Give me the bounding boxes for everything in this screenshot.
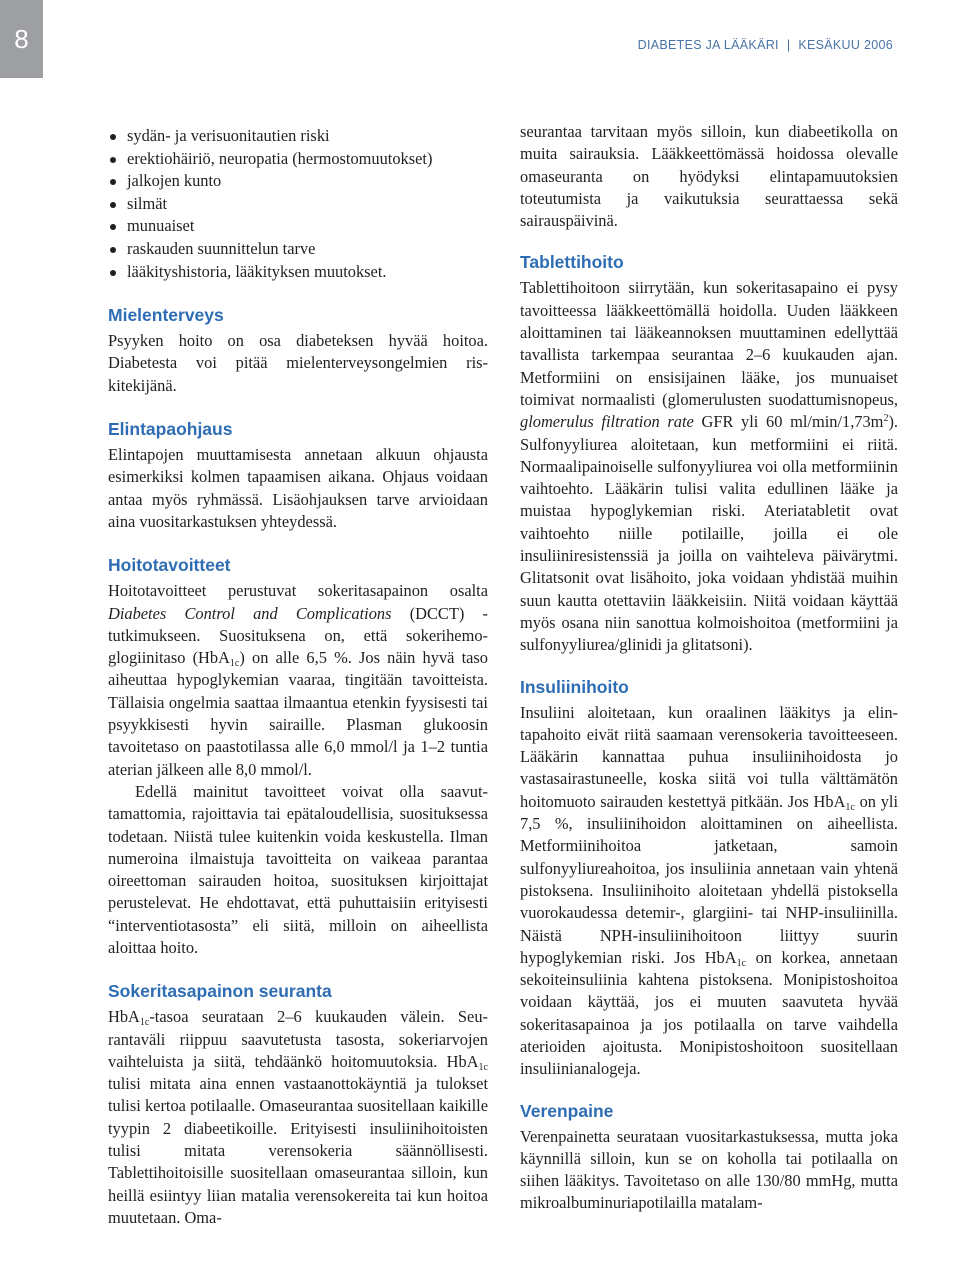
paragraph-mielenterveys: Psyyken hoito on osa diabeteksen hyvää hoitoa. Diabetesta voi pitää mielenterveysongelmien riskitekijänä. xyxy=(108,331,488,395)
page-number: 8 xyxy=(14,23,29,54)
list-item: sydän- ja verisuonitautien riski xyxy=(108,125,488,148)
paragraph-sokeritasapainon-seuranta: HbA$_{1c}$-tasoa seurataan 2–6 kuukauden välein. Seurantaväli riippuu saavutetusta tasosta, sokeriarvojen vaihteluista ja siitä, tehdäänkö hoitomuutoksia. HbA$_{1c}$ tulisi mitata aina ennen vastaanottokäyntiä ja tulokset tulisi kertoa potilaalle. Omaseurantaa suositellaan kaikille tyypin 2 diabeetikoille. Erityisesti insuliinihoitoisten tulisi mitata verensokeria säännöllisesti. Tablettihoitoisille suositellaan omaseurantaa silloin, kun heillä esiintyy liian matalia verensokereita tai kun hoitoa muutetaan. Oma- xyxy=(108,1007,488,1227)
bullet-icon xyxy=(110,247,116,253)
bullet-icon xyxy=(110,270,116,276)
paragraph-insuliinihoito: Insuliini aloitetaan, kun oraalinen lääkitys ja elintapahoito eivät riitä saamaan verensokeria tavoitteeseen. Lääkärin kannattaa puhua insuliinihoidosta jo vastasairastuneelle, koska siitä voi tulla välttämätön hoitomuoto sairauden kestettyä pitkään. Jos HbA$_{1c}$ on yli 7,5 %, insuliinihoidon aloittaminen on aiheellista. Metformiinihoitoa jatketaan, samoin sulfonyyliureahoitoa, jos insuliinia annetaan vain yhtenä pistoksena. Insuliinihoito aloitetaan yhdellä pistoksella vuorokaudessa detemir-, glargiini- tai NHP-insuliinilla. Näistä NPH-insuliinihoitoon liittyy suurin hypoglykemian riski. Jos HbA$_{1c}$ on korkea, annetaan sekoiteinsuliinia kahtena pistoksena. Monipistoshoitoa voidaan käyttää, jos ei muuten saavuteta hyvää sokeritasapainoa ja jos potilaalla on tarve vaihdella aterioiden ajoitusta. Monipistoshoitoon suositellaan insuliinianalogeja. xyxy=(520,702,898,1079)
list-item: lääkityshistoria, lääkityksen muutokset. xyxy=(108,261,488,284)
section-heading-verenpaine: Verenpaine xyxy=(520,1100,614,1121)
paragraph-elintapaohjaus: Elintapojen muuttamisesta annetaan alkuun ohjausta esimerkiksi kolmen tapaamisen aikana. Ohjaus voidaan antaa myös ryhmässä. Lisäohjauksen tarve arvioidaan aina vuositarkastuksen yhteydessä. xyxy=(108,445,488,531)
study-name: Diabetes Control and Complications xyxy=(108,603,392,623)
list-item: erektiohäiriö, neuropatia (hermostomuutokset) xyxy=(108,148,488,171)
bullet-icon xyxy=(110,179,116,185)
section-heading-elintapaohjaus: Elintapaohjaus xyxy=(108,419,233,440)
section-heading-insuliinihoito: Insuliinihoito xyxy=(520,676,629,697)
section-heading-hoitotavoitteet: Hoitotavoitteet xyxy=(108,555,231,576)
issue-date: KESÄKUU 2006 xyxy=(798,38,893,52)
paragraph-tablettihoito: Tablettihoitoon siirrytään, kun sokeritasapaino ei pysy tavoitteessa lääkkeettömällä hoidolla. Uuden lääkkeen aloittaminen tai lääkeannoksen muuttaminen edellyttää tavallista tarkempaa seurantaa 2–6 kuukauden ajan. Metformiini on ensisijainen lääke, jos munuaiset toimivat normaalisti (glomerulusten suodattumisnopeus, glomerulus filtration rate GFR yli 60 $ml/\min/1,73m^2$). Sulfonyyliurea aloitetaan, kun metformiini ei riitä. Normaalipainoiselle sulfonyyliurea voi olla metformiinin vaihtoehto. Lääkärin tulisi valita edullinen lääke ja muistaa hypoglykemian riski. Ateriatabletit ovat vaihtoehto niille potilaille, joilla ei ole insuliiniresistenssiä ja joilla on vaihteleva päivärytmi. Glitatsonit ovat lisähoito, joka voidaan yhdistää muihin suun kautta otettaviin lääkkeisiin. Niitä voidaan käyttää myös osana niin sanottua kolmoishoitoa (metformiini ja sulfonyyliurea/glinidi ja glitatsoni). xyxy=(520,278,898,655)
section-heading-mielenterveys: Mielenterveys xyxy=(108,305,224,326)
list-item: munuaiset xyxy=(108,215,488,238)
left-column xyxy=(108,121,488,1229)
bullet-icon xyxy=(110,157,116,163)
paragraph-hoitotavoitteet-2: Edellä mainitut tavoitteet voivat olla saavuttamattomia, rajoittavia tai epätaloudellisia, suosituksessa todetaan. Niistä tulee kuitenkin voida keskustella. Ilman numeroina ilmaistuja tavoitteita on vaikeaa parantaa oireettoman sairauden hoitoa, suosituksen kirjoittajat perustelevat. He ehdottavat, että puhuttaisiin erityisesti “interventiotasosta” eli siitä, milloin on aiheellista aloittaa hoito. xyxy=(108,781,488,957)
paragraph-hoitotavoitteet-1: Hoitotavoitteet perustuvat sokeritasapainon osalta Diabetes Control and Complications (DCCT) -tutkimukseen. Suosituksena on, että sokerihemoglogiinitaso (HbA$_{1c}$) on alle 6,5 %. Jos näin hyvä taso aiheuttaa hypoglykemian vaaraa, tingitään tavoitteista. Tällaisia ongelmia saattaa ilmaantua etenkin fyysisesti tai psyykkisesti hyvin sairaille. Plasman glukoosin tavoitetaso on paastotilassa alle 6,0 mmol/l ja 1–2 tuntia aterian jälkeen alle 8,0 mmol/l. xyxy=(108,581,489,779)
running-head-separator: | xyxy=(786,38,791,52)
paragraph-continuation: seurantaa tarvitaan myös silloin, kun diabeetikolla on muita sairauksia. Lääkkeettömässä hoidossa olevalle omaseuranta on hyödyksi elintapamuutoksien toteutumista ja vaikutuksia seurattaessa sekä sairauspäivinä. xyxy=(520,122,898,231)
journal-title: DIABETES JA LÄÄKÄRI xyxy=(637,38,779,52)
bullet-icon xyxy=(110,202,116,208)
list-item: jalkojen kunto xyxy=(108,170,488,193)
page-number-tab xyxy=(0,0,43,78)
section-heading-sokeritasapainon-seuranta: Sokeritasapainon seuranta xyxy=(108,981,332,1002)
term-gfr: glomerulus filtration rate xyxy=(520,412,694,432)
bullet-icon xyxy=(110,134,116,140)
list-item: silmät xyxy=(108,193,488,216)
running-head xyxy=(638,38,893,52)
list-item: raskauden suunnittelun tarve xyxy=(108,238,488,261)
section-heading-tablettihoito: Tablettihoito xyxy=(520,252,624,273)
right-column xyxy=(520,121,898,1215)
paragraph-verenpaine: Verenpainetta seurataan vuositarkastuksessa, mutta joka käynnillä silloin, kun se on koholla tai potilaalla on siihen lääkitys. Tavoitetaso on alle 130/80 mmHg, mutta mikroalbuminuriapotilailla matalam- xyxy=(520,1126,898,1213)
assessment-list xyxy=(108,125,488,283)
bullet-icon xyxy=(110,224,116,230)
